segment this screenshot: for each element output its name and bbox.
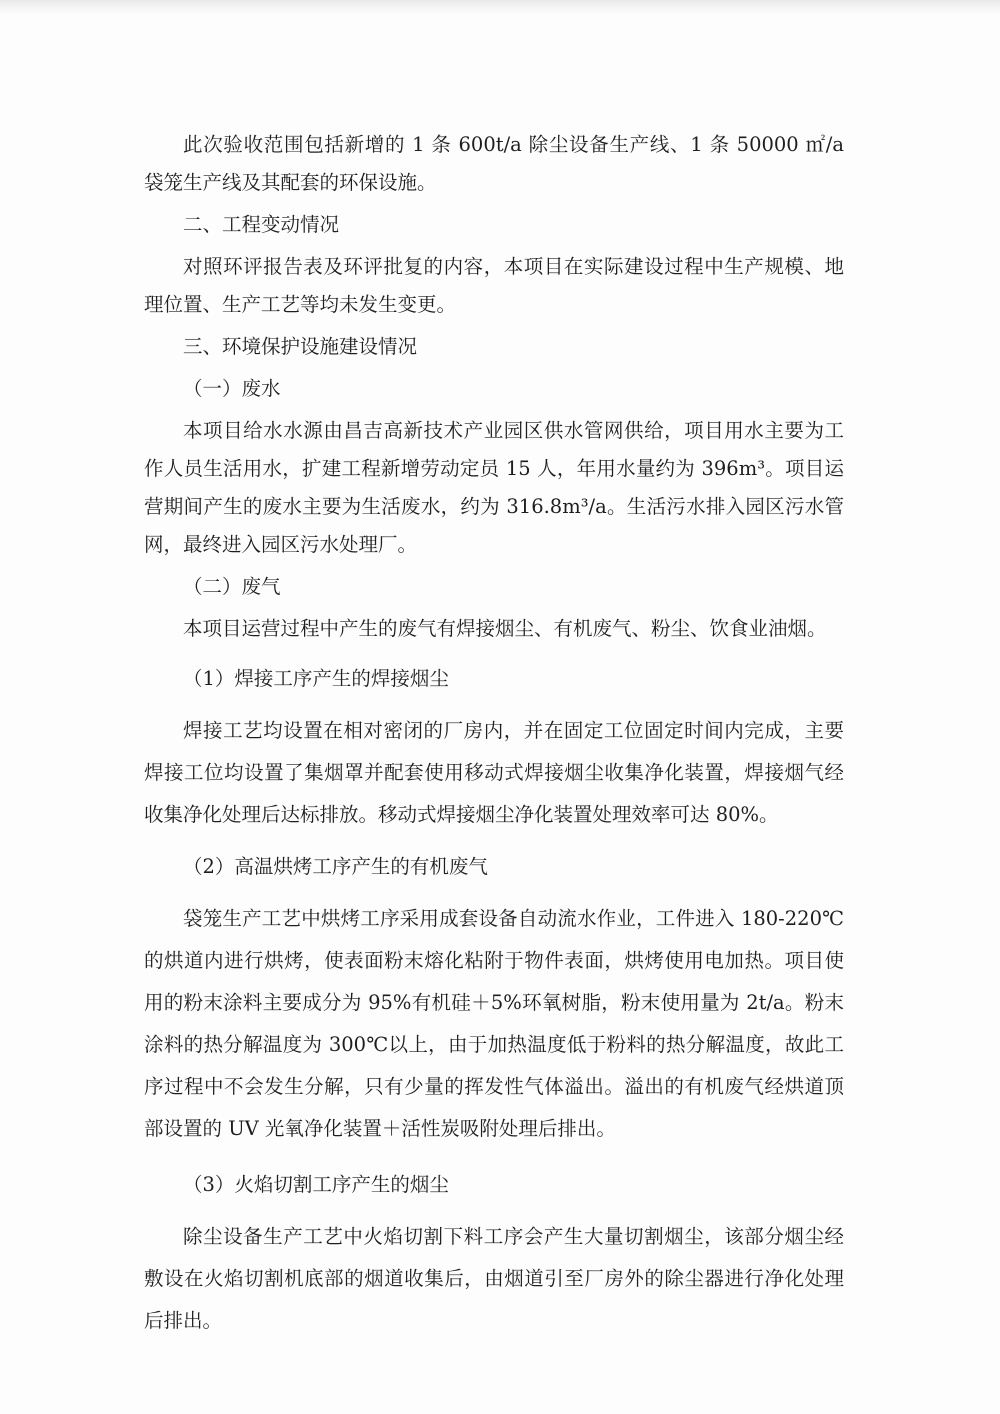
paragraph-organic-gas: 袋笼生产工艺中烘烤工序采用成套设备自动流水作业，工件进入 180-220℃的烘道内进行烘烤，使表面粉末熔化粘附于物件表面，烘烤使用电加热。项目使用的粉末涂料主要成分为 95%有机硅＋5%环氧树脂，粉末使用量为 2t/a。粉末涂料的热分解温度为 300℃以上，由于加热温度低于粉料的热分解温度，故此工序过程中不会发生分解，只有少量的挥发性气体溢出。溢出的有机废气经烘道顶部设置的 UV 光氧净化装置＋活性炭吸附处理后排出。 [144, 907, 844, 1140]
paragraph-scope: 此次验收范围包括新增的 1 条 600t/a 除尘设备生产线、1 条 50000 ㎡/a 袋笼生产线及其配套的环保设施。 [144, 133, 844, 194]
subheading-waste-gas: （二）废气 [183, 575, 281, 598]
subheading-cutting-fume: （3）火焰切割工序产生的烟尘 [183, 1173, 449, 1196]
paragraph-changes: 对照环评报告表及环评批复的内容，本项目在实际建设过程中生产规模、地理位置、生产工艺等均未发生变更。 [144, 255, 844, 316]
subheading-welding-fume: （1）焊接工序产生的焊接烟尘 [183, 667, 449, 690]
paragraph-wastewater: 本项目给水水源由昌吉高新技术产业园区供水管网供给，项目用水主要为工作人员生活用水，扩建工程新增劳动定员 15 人，年用水量约为 396m³。项目运营期间产生的废水主要为生活废水，约为 316.8m³/a。生活污水排入园区污水管网，最终进入园区污水处理厂。 [144, 419, 844, 556]
subheading-organic-gas: （2）高温烘烤工序产生的有机废气 [183, 855, 488, 878]
heading-project-changes: 二、工程变动情况 [183, 213, 340, 236]
document-body [144, 126, 844, 1342]
paragraph-waste-gas-overview: 本项目运营过程中产生的废气有焊接烟尘、有机废气、粉尘、饮食业油烟。 [183, 617, 827, 640]
heading-env-facilities: 三、环境保护设施建设情况 [183, 335, 418, 358]
scan-edge [0, 0, 1000, 16]
paragraph-welding-fume: 焊接工艺均设置在相对密闭的厂房内，并在固定工位固定时间内完成，主要焊接工位均设置了集烟罩并配套使用移动式焊接烟尘收集净化装置，焊接烟气经收集净化处理后达标排放。移动式焊接烟尘净化装置处理效率可达 80%。 [144, 719, 844, 826]
paragraph-cutting-fume: 除尘设备生产工艺中火焰切割下料工序会产生大量切割烟尘，该部分烟尘经敷设在火焰切割机底部的烟道收集后，由烟道引至厂房外的除尘器进行净化处理后排出。 [144, 1225, 844, 1332]
subheading-wastewater: （一）废水 [183, 377, 281, 400]
